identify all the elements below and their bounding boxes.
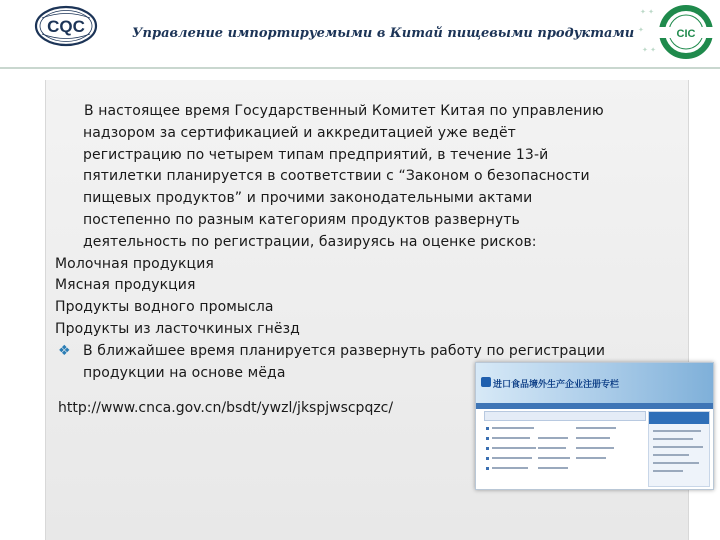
website-text-line [492, 427, 534, 429]
website-text-line [653, 462, 699, 464]
intro-line: надзором за сертификацией и аккредитацией уже ведёт [83, 124, 516, 141]
website-side-panel-header [649, 412, 709, 424]
website-text-line [492, 457, 532, 459]
source-url-link[interactable]: http://www.cnca.gov.cn/bsdt/ywzl/jkspjwscpqzc/ [58, 400, 394, 416]
intro-line: регистрацию по четырем типам предприятий, в течение 13-й [83, 146, 549, 163]
svg-text:✦ ✦: ✦ ✦ [642, 46, 656, 54]
cic-logo-icon [636, 2, 716, 64]
website-text-line [492, 447, 536, 449]
emblem-icon [481, 377, 491, 387]
cqc-logo-icon [28, 4, 104, 48]
website-text-line [576, 457, 606, 459]
website-text-line [653, 454, 689, 456]
website-text-line [538, 457, 570, 459]
website-text-line [576, 447, 614, 449]
list-item: Мясная продукция [55, 277, 196, 294]
header-divider [0, 67, 720, 69]
slide-header [0, 0, 720, 70]
website-bullet-icon [486, 447, 489, 450]
list-item: Продукты водного промысла [55, 299, 274, 316]
website-bullet-icon [486, 437, 489, 440]
website-banner [476, 363, 713, 403]
bullet-text-line: продукции на основе мёда [83, 364, 286, 381]
intro-line: постепенно по разным категориям продуктов развернуть [83, 211, 520, 228]
website-text-line [492, 437, 530, 439]
svg-text:✦: ✦ [638, 26, 644, 34]
content-body [55, 101, 683, 384]
website-text-line [576, 437, 610, 439]
list-item: Продукты из ласточкиных гнёзд [55, 320, 300, 337]
intro-line: пятилетки планируется в соответствии с “Законом о безопасности [83, 168, 590, 185]
cic-logo-text: CIC [676, 28, 696, 40]
website-text-line [538, 447, 566, 449]
website-bullet-icon [486, 467, 489, 470]
website-screenshot [475, 362, 714, 490]
website-text-line [492, 467, 528, 469]
website-text-line [653, 446, 703, 448]
website-bullet-icon [486, 457, 489, 460]
website-text-line [538, 467, 568, 469]
website-search-box [484, 411, 646, 421]
website-nav-bar [476, 403, 713, 409]
intro-paragraph [55, 101, 683, 254]
list-item: Молочная продукция [55, 255, 214, 272]
website-side-panel [648, 411, 710, 487]
svg-text:✦ ✦: ✦ ✦ [640, 8, 654, 16]
website-text-line [653, 470, 683, 472]
bullet-text-line: В ближайшее время планируется развернуть работу по регистрации [83, 342, 606, 359]
intro-line: пищевых продуктов” и прочими законодательными актами [83, 190, 533, 207]
page-title: Управление импортируемыми в Китай пищевыми продуктами [132, 26, 635, 41]
website-text-line [653, 430, 701, 432]
website-bullet-icon [486, 427, 489, 430]
website-text-line [576, 427, 616, 429]
website-text-line [653, 438, 693, 440]
website-banner-title: 进口食品境外生产企业注册专栏 [493, 380, 620, 390]
website-text-line [538, 437, 568, 439]
cqc-logo-text: CQC [47, 17, 85, 36]
diamond-bullet-icon: ❖ [58, 342, 71, 359]
intro-first-line: В настоящее время Государственный Комитет Китая по управлению [84, 103, 604, 119]
intro-line: деятельность по регистрации, базируясь на оценке рисков: [83, 233, 537, 250]
